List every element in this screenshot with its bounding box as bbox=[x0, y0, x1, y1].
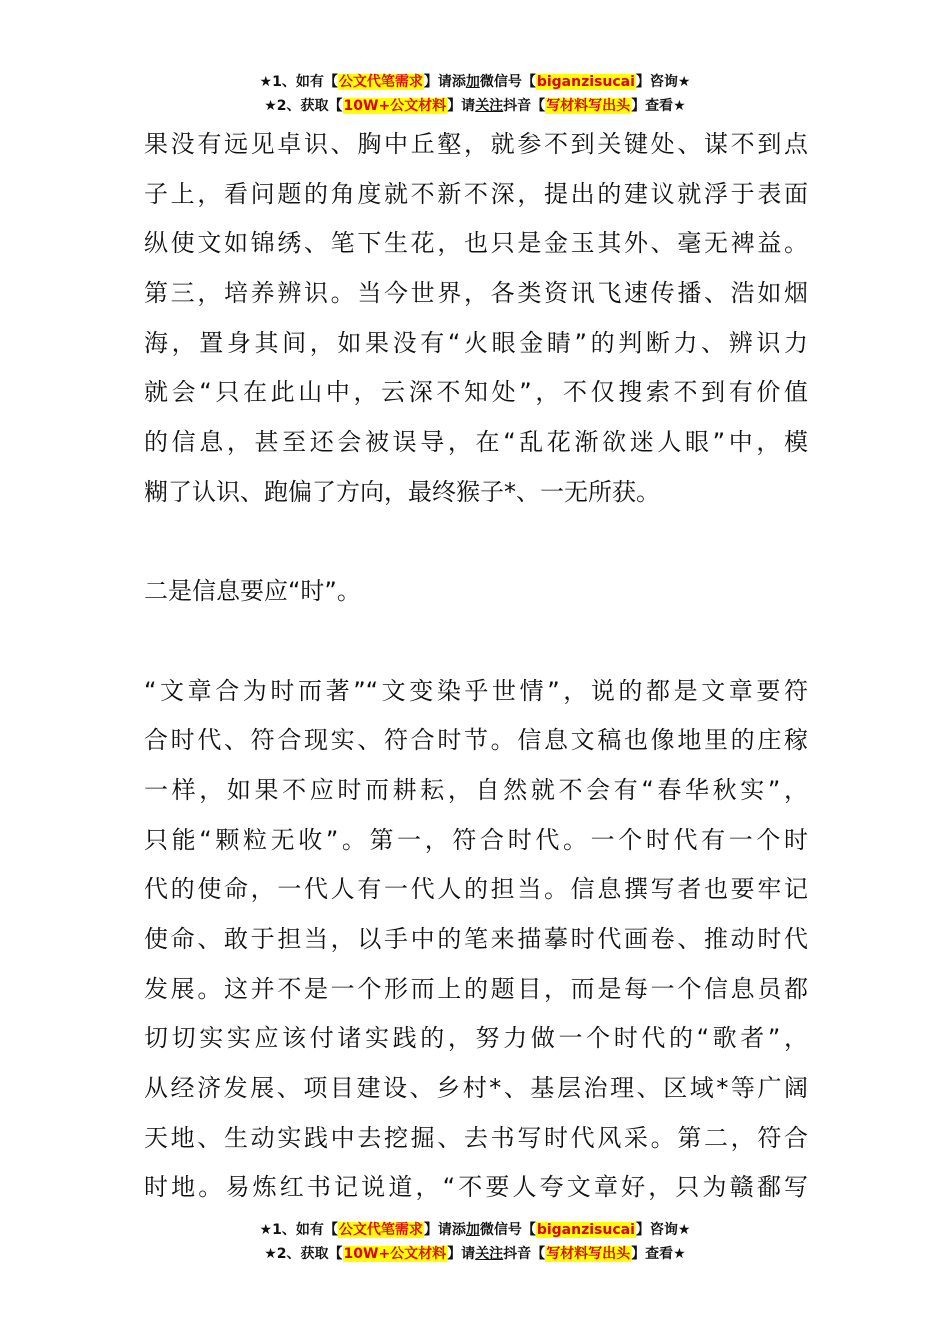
banner-text: 】咨询★ bbox=[635, 74, 691, 90]
banner-emphasis: 加 bbox=[465, 74, 480, 90]
banner-text: 抖音【 bbox=[503, 98, 546, 114]
footer-banner bbox=[0, 1218, 950, 1266]
body-line: 一样，如果不应时而耕耘，自然就不会有“春华秋实”， bbox=[144, 775, 808, 804]
section-heading: 二是信息要应“时”。 bbox=[144, 577, 361, 606]
banner-text: ★2、获取【 bbox=[264, 1246, 343, 1262]
body-line: 的信息，甚至还会被误导，在“乱花渐欲迷人眼”中，模 bbox=[144, 428, 808, 457]
banner-highlight: 公文代笔需求 bbox=[338, 74, 423, 90]
banner-text: ★2、获取【 bbox=[264, 98, 343, 114]
banner-highlight: 写材料写出头 bbox=[546, 98, 631, 114]
body-line: 从经济发展、项目建设、乡村*、基层治理、区域*等广阔 bbox=[144, 1074, 808, 1103]
body-line: 糊了认识、跑偏了方向，最终猴子*、一无所获。 bbox=[144, 477, 660, 506]
banner-text: ★1、如有【 bbox=[259, 1222, 338, 1238]
banner-highlight: biganzisucai bbox=[536, 74, 635, 90]
banner-line-2 bbox=[0, 1242, 950, 1266]
body-line: “文章合为时而著”“文变染乎世情”，说的都是文章要符 bbox=[144, 676, 808, 705]
header-banner bbox=[0, 70, 950, 118]
banner-text: 】咨询★ bbox=[635, 1222, 691, 1238]
banner-line-2 bbox=[0, 94, 950, 118]
body-line: 就会“只在此山中，云深不知处”，不仅搜索不到有价值 bbox=[144, 378, 808, 407]
body-line: 果没有远见卓识、胸中丘壑，就参不到关键处、谋不到点 bbox=[144, 130, 808, 158]
banner-text: 】请添 bbox=[423, 1222, 466, 1238]
banner-text: ★1、如有【 bbox=[259, 74, 338, 90]
body-line: 只能“颗粒无收”。第一，符合时代。一个时代有一个时 bbox=[144, 825, 808, 854]
banner-text: 】请 bbox=[447, 1246, 476, 1262]
body-line: 纵使文如锦绣、笔下生花，也只是金玉其外、毫无裨益。 bbox=[144, 229, 808, 258]
body-line: 第三，培养辨识。当今世界，各类资讯飞速传播、浩如烟 bbox=[144, 279, 808, 308]
banner-text: 微信号【 bbox=[479, 74, 536, 90]
body-line: 切切实实应该付诸实践的，努力做一个时代的“歌者”， bbox=[144, 1024, 808, 1053]
body-line: 时地。易炼红书记说道，“不要人夸文章好，只为赣鄱写 bbox=[144, 1173, 808, 1202]
body-line: 代的使命，一代人有一代人的担当。信息撰写者也要牢记 bbox=[144, 875, 808, 904]
banner-text: 】请添 bbox=[423, 74, 466, 90]
body-line: 合时代、符合现实、符合时节。信息文稿也像地里的庄稼 bbox=[144, 726, 808, 755]
banner-line-1 bbox=[0, 70, 950, 94]
body-line: 发展。这并不是一个形而上的题目，而是每一个信息员都 bbox=[144, 974, 808, 1003]
body-line: 天地、生动实践中去挖掘、去书写时代风采。第二，符合 bbox=[144, 1123, 808, 1152]
banner-line-1 bbox=[0, 1218, 950, 1242]
banner-emphasis: 关注 bbox=[475, 1246, 504, 1262]
banner-emphasis: 关注 bbox=[475, 98, 504, 114]
blank-line bbox=[144, 518, 808, 568]
banner-text: 微信号【 bbox=[479, 1222, 536, 1238]
banner-highlight: biganzisucai bbox=[536, 1222, 635, 1238]
document-body bbox=[144, 120, 808, 1213]
banner-emphasis: 加 bbox=[465, 1222, 480, 1238]
blank-line bbox=[144, 617, 808, 667]
banner-text: 抖音【 bbox=[503, 1246, 546, 1262]
banner-highlight: 写材料写出头 bbox=[546, 1246, 631, 1262]
body-line: 使命、敢于担当，以手中的笔来描摹时代画卷、推动时代 bbox=[144, 925, 808, 953]
banner-highlight: 公文代笔需求 bbox=[338, 1222, 423, 1238]
banner-highlight: 10W+公文材料 bbox=[343, 1246, 447, 1262]
body-line: 海，置身其间，如果没有“火眼金睛”的判断力、辨识力 bbox=[144, 328, 808, 357]
banner-highlight: 10W+公文材料 bbox=[343, 98, 447, 114]
banner-text: 】查看★ bbox=[631, 98, 686, 114]
body-line: 子上，看问题的角度就不新不深，提出的建议就浮于表面 bbox=[144, 179, 808, 208]
banner-text: 】查看★ bbox=[631, 1246, 686, 1262]
banner-text: 】请 bbox=[447, 98, 476, 114]
